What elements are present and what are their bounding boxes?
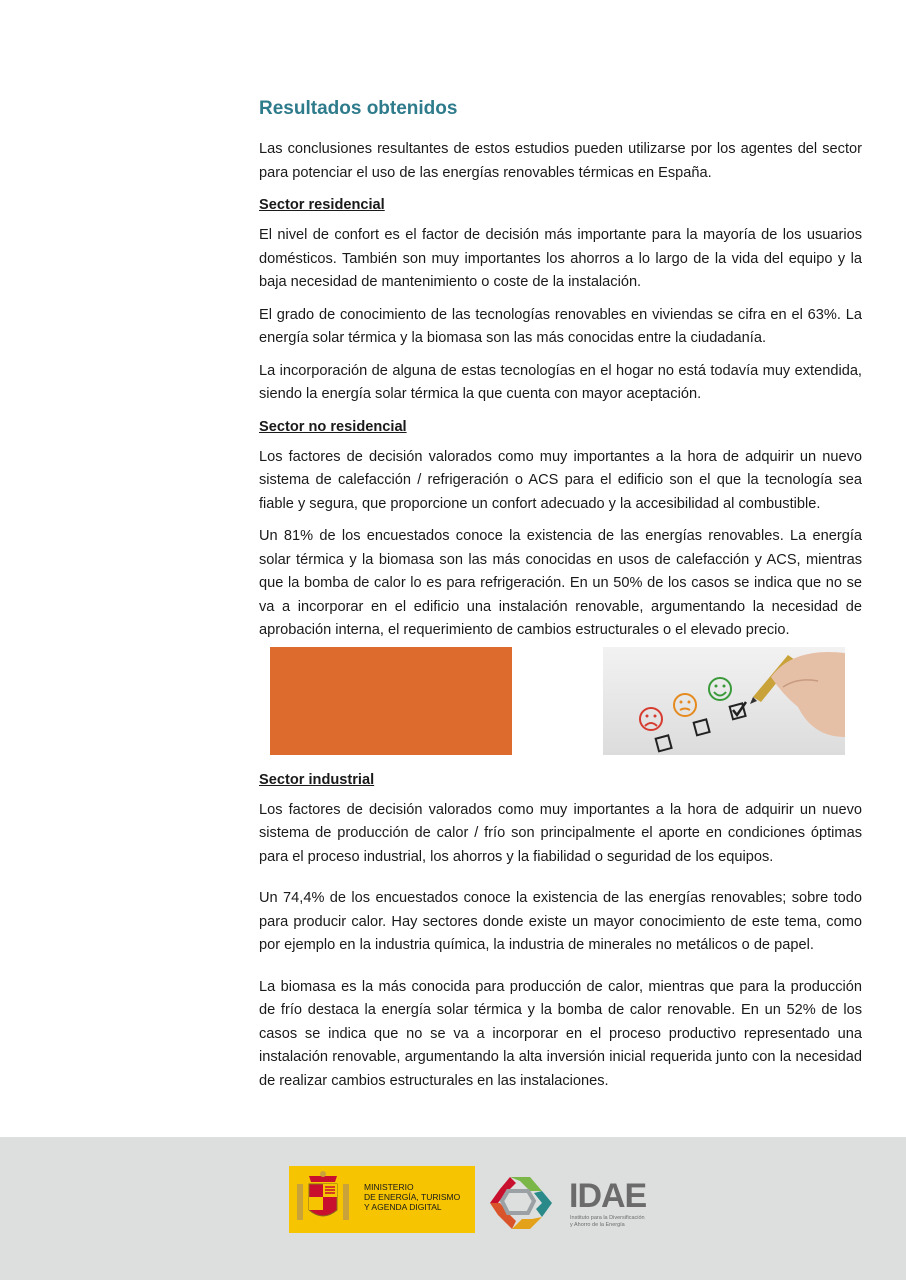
neutral-face-icon	[674, 694, 696, 716]
residencial-paragraph-3: La incorporación de alguna de estas tecnologías en el hogar no está todavía muy extendida, siendo la energía solar térmica la que cuenta con mayor aceptación.	[259, 362, 862, 402]
checkbox-icon	[656, 702, 746, 751]
industrial-paragraph-3: La biomasa es la más conocida para producción de calor, mientras que para la producción de frío destaca la energía solar térmica y la bomba de calor renovable. En un 52% de los casos se indica que no se va a incorporar en el proceso productivo representado una instalación renovable, argumentando la alta inversión inicial requerida junto con la necesidad de realizar cambios estructurales en las instalaciones.	[259, 978, 862, 1089]
pen-hand-icon	[750, 652, 845, 737]
ministry-logo	[289, 1166, 475, 1233]
survey-illustration	[603, 647, 845, 755]
sad-face-icon	[640, 708, 662, 730]
image-row	[259, 647, 862, 763]
section-heading-no-residencial: Sector no residencial	[259, 418, 407, 435]
page-title: Resultados obtenidos	[259, 98, 458, 119]
spain-coat-of-arms-icon	[289, 1166, 359, 1233]
survey-photo	[603, 647, 845, 755]
no-residencial-paragraph-2: Un 81% de los encuestados conoce la existencia de las energías renovables. La energía solar térmica y la biomasa son las más conocidas en usos de calefacción y ACS, mientras que la bomba de calor lo es para refrigeración. En un 50% de los casos se indica que no se va a incorporar en el edificio una instalación renovable, argumentando la necesidad de aprobación interna, el requerimiento de cambios estructurales o el elevado precio.	[259, 528, 862, 638]
residencial-paragraph-2: El grado de conocimiento de las tecnologías renovables en viviendas se cifra en el 63%. La energía solar térmica y la biomasa son las más conocidas entre la ciudadanía.	[259, 306, 862, 346]
industrial-paragraph-2: Un 74,4% de los encuestados conoce la existencia de las energías renovables; sobre todo para producir calor. Hay sectores donde existe un mayor conocimiento de este tema, como por ejemplo en la industria química, la industria de minerales no metálicos o de papel.	[259, 890, 862, 953]
orange-placeholder-image	[270, 647, 512, 755]
no-residencial-paragraph-1: Los factores de decisión valorados como muy importantes a la hora de adquirir un nuevo sistema de calefacción / refrigeración o ACS para el edificio son el que la tecnología sea fiable y segura, que proporcione un confort adecuado y la accesibilidad al combustible.	[259, 448, 862, 512]
section-heading-industrial: Sector industrial	[259, 771, 375, 788]
idae-wordmark: IDAE	[569, 1177, 647, 1215]
footer-bar	[0, 1137, 906, 1280]
section-heading-residencial: Sector residencial	[259, 197, 385, 213]
idae-subtitle: Instituto para la Diversificación y Ahorro de la Energía	[570, 1215, 645, 1228]
residencial-paragraph-1: El nivel de confort es el factor de decisión más importante para la mayoría de los usuarios domésticos. También son muy importantes los ahorros a lo largo de la vida del equipo y la baja necesidad de mantenimiento o coste de la instalación.	[259, 227, 862, 290]
document-body	[259, 96, 862, 1102]
idae-logo-icon	[486, 1173, 566, 1231]
intro-paragraph: Las conclusiones resultantes de estos estudios pueden utilizarse por los agentes del sector para potenciar el uso de las energías renovables térmicas en España.	[259, 141, 862, 181]
ministry-name: MINISTERIO DE ENERGÍA, TURISMO Y AGENDA DIGITAL	[364, 1182, 461, 1212]
happy-face-icon	[709, 678, 731, 700]
industrial-paragraph-1: Los factores de decisión valorados como muy importantes a la hora de adquirir un nuevo sistema de producción de calor / frío son principalmente el aporte en condiciones óptimas para el proceso industrial, los ahorros y la fiabilidad o seguridad de los equipos.	[259, 801, 862, 865]
